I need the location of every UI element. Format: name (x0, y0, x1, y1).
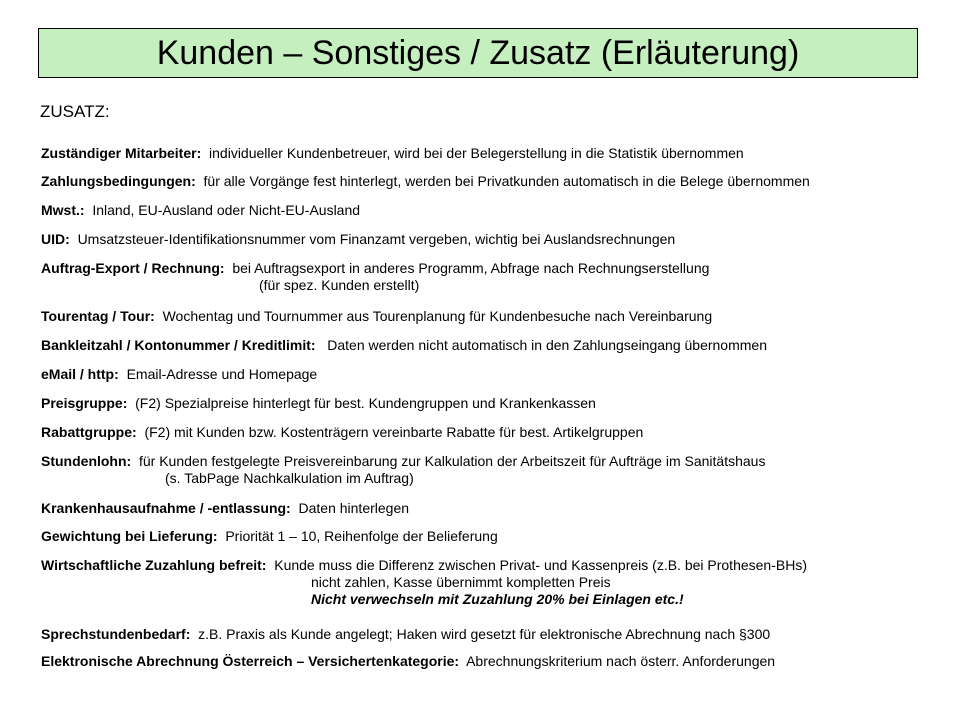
entry-auftrag-export (41, 260, 709, 294)
entry-warning-note: Nicht verwechseln mit Zuzahlung 20% bei Einlagen etc.! (311, 591, 684, 607)
entry-zahlungsbedingungen (41, 173, 810, 190)
entry-text: Kunde muss die Differenz zwischen Privat- und Kassenpreis (z.B. bei Prothesen-BHs) (274, 557, 807, 573)
entry-tourentag (41, 308, 712, 325)
entry-label: Krankenhausaufnahme / -entlassung: (41, 500, 291, 516)
entry-label: Elektronische Abrechnung Österreich – Versichertenkategorie: (41, 653, 460, 669)
entry-label: Auftrag-Export / Rechnung: (41, 260, 225, 276)
entry-text: Inland, EU-Ausland oder Nicht-EU-Ausland (92, 202, 361, 218)
entry-label: Zuständiger Mitarbeiter: (41, 145, 202, 161)
entry-text: Abrechnungskriterium nach österr. Anforderungen (466, 653, 776, 669)
section-heading: ZUSATZ: (40, 102, 110, 121)
entry-label: Wirtschaftliche Zuzahlung befreit: (41, 557, 267, 573)
entry-preisgruppe (41, 395, 596, 412)
entry-mwst (41, 202, 360, 219)
entry-label: UID: (41, 231, 70, 247)
slide-title (38, 28, 918, 78)
entry-label: Rabattgruppe: (41, 424, 137, 440)
slide-title-text: Kunden – Sonstiges / Zusatz (Erläuterung) (156, 33, 800, 72)
entry-label: Sprechstundenbedarf: (41, 626, 191, 642)
entry-text: Daten hinterlegen (298, 500, 410, 516)
entry-label: Bankleitzahl / Kontonummer / Kreditlimit: (41, 337, 316, 353)
entry-text: Email-Adresse und Homepage (126, 366, 318, 382)
entry-label: Mwst.: (41, 202, 85, 218)
entry-text: für alle Vorgänge fest hinterlegt, werden bei Privatkunden automatisch in die Belege übernommen (203, 173, 810, 189)
entry-text: (F2) mit Kunden bzw. Kostenträgern vereinbarte Rabatte für best. Artikelgruppen (144, 424, 644, 440)
entry-text-continued: (für spez. Kunden erstellt) (259, 277, 420, 293)
entry-label: Tourentag / Tour: (41, 308, 155, 324)
entry-stundenlohn (41, 453, 765, 487)
entry-uid (41, 231, 675, 248)
entry-label: eMail / http: (41, 366, 119, 382)
entry-wirtschaftliche-zuzahlung (41, 557, 807, 608)
entry-text: bei Auftragsexport in anderes Programm, Abfrage nach Rechnungserstellung (232, 260, 710, 276)
entry-sprechstundenbedarf (41, 626, 770, 643)
entry-text-continued: (s. TabPage Nachkalkulation im Auftrag) (165, 470, 414, 486)
entry-text: Wochentag und Tournummer aus Tourenplanung für Kundenbesuche nach Vereinbarung (162, 308, 713, 324)
entry-email-http (41, 366, 317, 383)
entry-text: (F2) Spezialpreise hinterlegt für best. Kundengruppen und Krankenkassen (135, 395, 596, 411)
entry-label: Stundenlohn: (41, 453, 132, 469)
entry-zustaendiger-mitarbeiter (41, 145, 744, 162)
entry-text: Umsatzsteuer-Identifikationsnummer vom Finanzamt vergeben, wichtig bei Auslandsrechnungen (77, 231, 676, 247)
entry-text: Daten werden nicht automatisch in den Zahlungseingang übernommen (327, 337, 767, 353)
entry-text: Priorität 1 – 10, Reihenfolge der Belieferung (225, 528, 498, 544)
entry-text: individueller Kundenbetreuer, wird bei der Belegerstellung in die Statistik übernommen (209, 145, 744, 161)
entry-gewichtung (41, 528, 498, 545)
entry-label: Preisgruppe: (41, 395, 128, 411)
entry-text: für Kunden festgelegte Preisvereinbarung zur Kalkulation der Arbeitszeit für Aufträge im Sanitätshaus (138, 453, 766, 469)
entry-label: Gewichtung bei Lieferung: (41, 528, 218, 544)
entry-elektronische-abrechnung (41, 653, 775, 670)
entry-label: Zahlungsbedingungen: (41, 173, 196, 189)
entry-krankenhausaufnahme (41, 500, 409, 517)
entry-bankleitzahl (41, 337, 767, 354)
entry-text-continued: nicht zahlen, Kasse übernimmt kompletten Preis (311, 574, 611, 590)
entry-rabattgruppe (41, 424, 643, 441)
entry-text: z.B. Praxis als Kunde angelegt; Haken wird gesetzt für elektronische Abrechnung nach §300 (198, 626, 771, 642)
